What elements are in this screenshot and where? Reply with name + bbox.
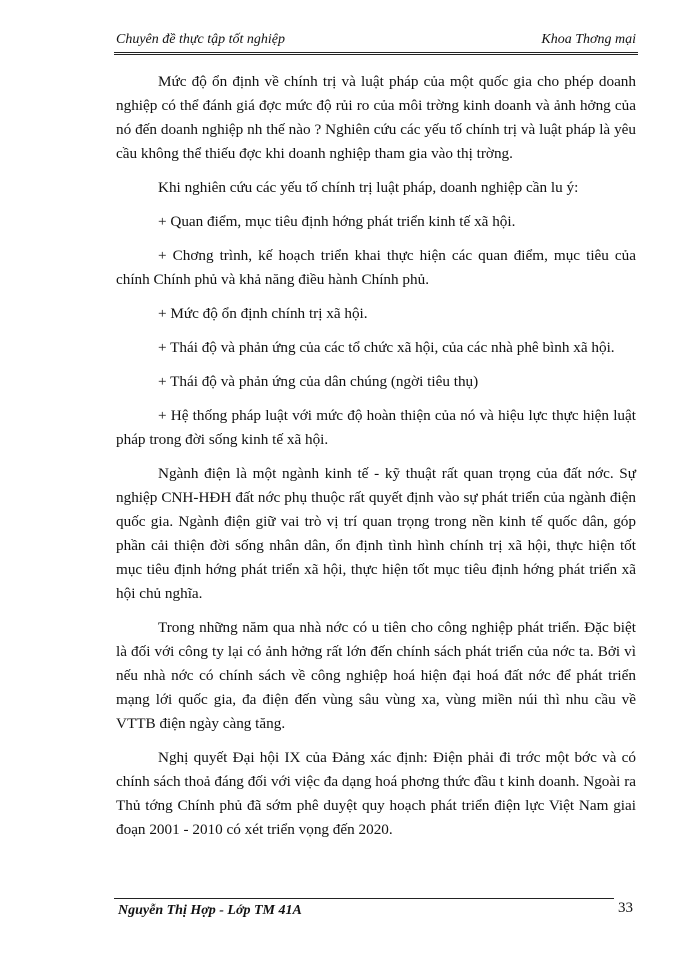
paragraph-party-resolution: Nghị quyết Đại hội IX của Đảng xác định: Điện phải đi trớc một bớc và có chính sách thoả đáng đối với việc đa dạng hoá phơng thức đầu t kinh doanh. Ngoài ra Thủ tớng Chính phủ đã sớm phê duyệt quy hoạch phát triển điện lực Việt Nam giai đoạn 2001 - 2010 có xét triển vọng đến 2020. (116, 749, 636, 838)
paragraph-power-industry: Ngành điện là một ngành kinh tế - kỹ thuật rất quan trọng của đất nớc. Sự nghiệp CNH-HĐH đất nớc phụ thuộc rất quyết định vào sự phát triển của ngành điện quốc gia. Ngành điện giữ vai trò vị trí quan trọng trong nền kinh tế quốc dân, góp phần cải thiện đời sống nhân dân, ổn định tình hình chính trị xã hội, thực hiện tốt mục tiêu định hớng phát triển xã hội, thực hiện tốt mục tiêu định hớng phát triển xã hội chủ nghĩa. (116, 465, 636, 602)
paragraph-research-note: Khi nghiên cứu các yếu tố chính trị luật pháp, doanh nghiệp cần lu ý: (158, 179, 579, 196)
paragraph-state-priority: Trong những năm qua nhà nớc có u tiên cho công nghiệp phát triển. Đặc biệt là đối với công ty lại có ảnh hởng rất lớn đến chính sách phát triển của nớc ta. Bởi vì nếu nhà nớc có chính sách về công nghiệp hoá hiện đại hoá đất nớc để phát triển mạng lới quốc gia, đa điện đến vùng sâu vùng xa, vùng miền núi thì nhu cầu về VTTB điện ngày càng tăng. (116, 619, 636, 732)
footer-author: Nguyễn Thị Hợp - Lớp TM 41A (118, 903, 302, 918)
body-text (116, 70, 636, 852)
list-item-stability: + Mức độ ổn định chính trị xã hội. (158, 305, 368, 322)
list-item-public-reaction: + Thái độ và phản ứng của dân chúng (ngời tiêu thụ) (158, 373, 479, 390)
list-item-legal-system: + Hệ thống pháp luật với mức độ hoàn thiện của nó và hiệu lực thực hiện luật pháp trong đời sống kinh tế xã hội. (116, 407, 636, 448)
header-divider (114, 52, 638, 55)
paragraph-political-stability: Mức độ ổn định về chính trị và luật pháp của một quốc gia cho phép doanh nghiệp có thể đánh giá đợc mức độ rủi ro của môi trờng kinh doanh và ảnh hởng của nó đến doanh nghiệp nh thế nào ? Nghiên cứu các yếu tố chính trị và luật pháp là yêu cầu không thể thiếu đợc khi doanh nghiệp tham gia vào thị trờng. (116, 73, 636, 162)
header-faculty: Khoa Thơng mại (541, 32, 636, 47)
page-header (116, 30, 636, 52)
list-item-viewpoint: + Quan điểm, mục tiêu định hớng phát triển kinh tế xã hội. (158, 213, 516, 230)
list-item-organizations: + Thái độ và phản ứng của các tổ chức xã hội, của các nhà phê bình xã hội. (158, 339, 615, 356)
header-document-title: Chuyên đề thực tập tốt nghiệp (116, 32, 285, 47)
footer-divider (114, 898, 614, 899)
page-number: 33 (618, 900, 633, 916)
list-item-programs: + Chơng trình, kế hoạch triển khai thực hiện các quan điểm, mục tiêu của chính Chính phủ và khả năng điều hành Chính phủ. (116, 247, 636, 288)
